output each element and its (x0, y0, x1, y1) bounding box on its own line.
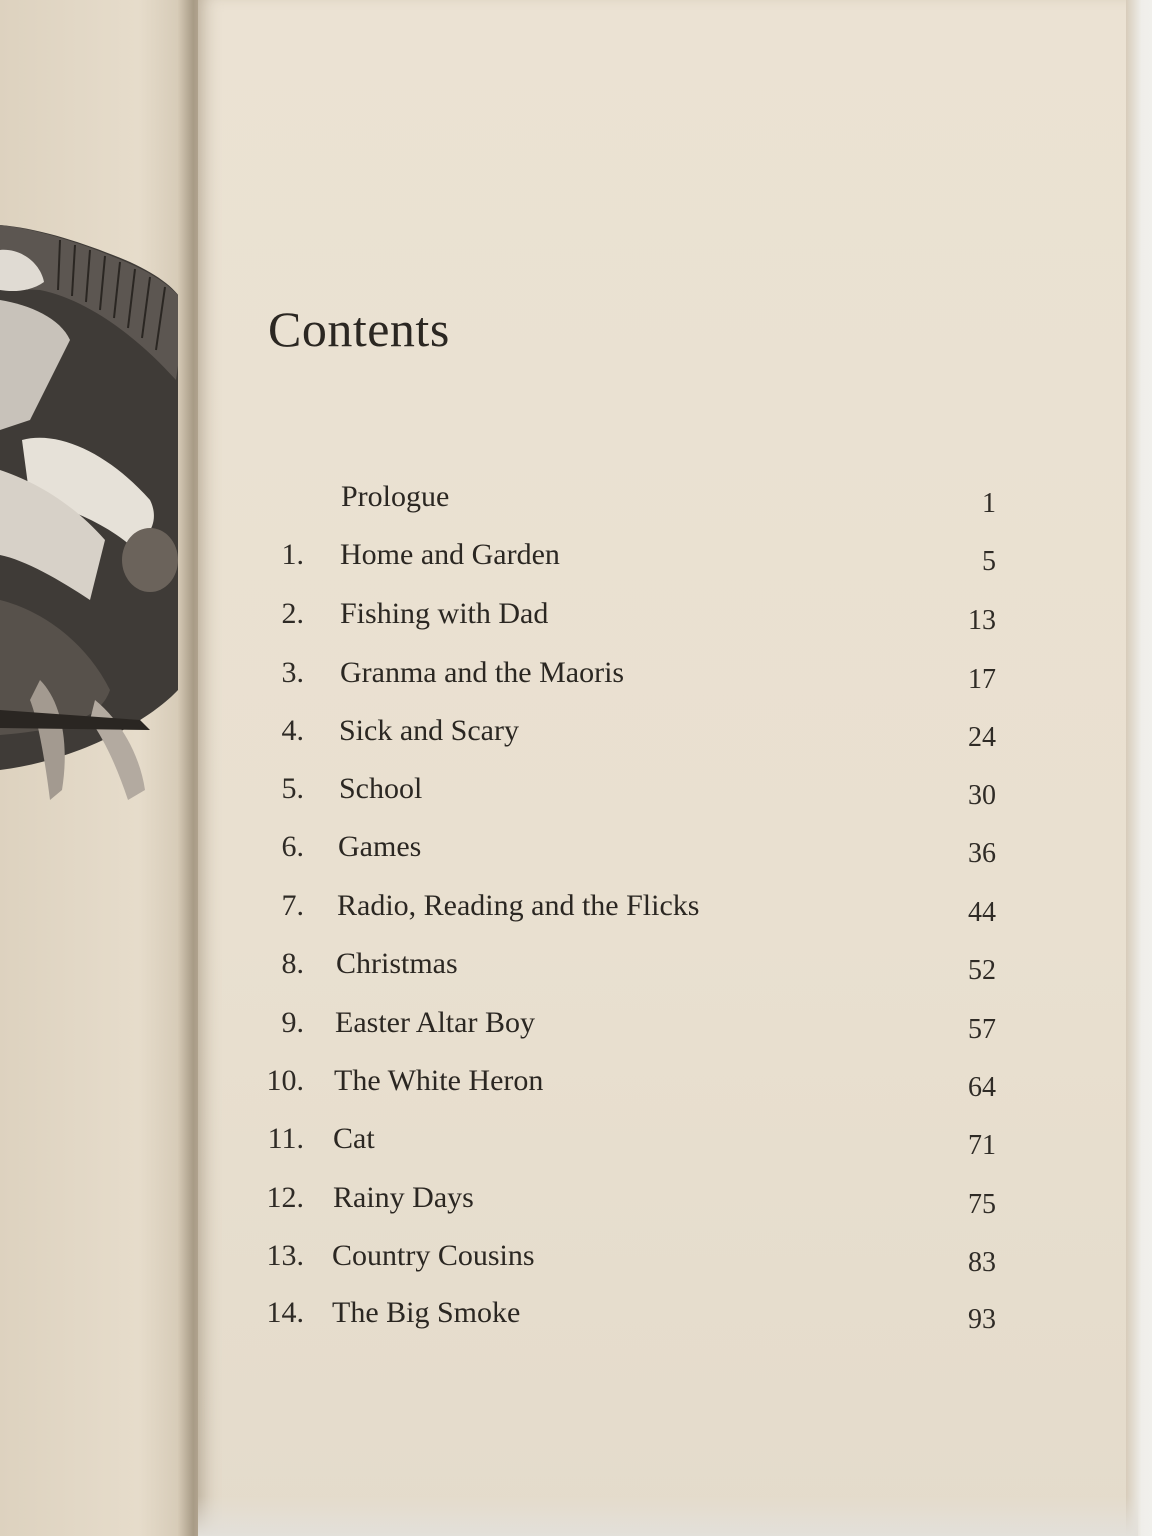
chapter-title: Prologue (341, 480, 450, 513)
toc-entry (0, 656, 1152, 706)
toc-entry (0, 947, 1152, 997)
toc-entry (0, 538, 1152, 588)
chapter-title: Home and Garden (340, 538, 560, 571)
chapter-number: 14. (266, 1296, 304, 1329)
page-number: 13 (968, 605, 996, 636)
page-number: 57 (968, 1014, 996, 1045)
page-number: 52 (968, 955, 996, 986)
toc-entry (0, 1239, 1152, 1289)
chapter-title: Radio, Reading and the Flicks (337, 889, 700, 922)
page-number: 36 (968, 838, 996, 869)
toc-entry (0, 772, 1152, 822)
chapter-title: Christmas (336, 947, 458, 980)
toc-entry (0, 1006, 1152, 1056)
chapter-number: 12. (266, 1181, 304, 1214)
chapter-number: 1. (281, 538, 304, 571)
page-number: 24 (968, 722, 996, 753)
page-number: 44 (968, 897, 996, 928)
page-number: 75 (968, 1189, 996, 1220)
chapter-number: 2. (281, 597, 304, 630)
toc-entry (0, 714, 1152, 764)
toc-entry (0, 480, 1152, 530)
toc-entry (0, 889, 1152, 939)
chapter-title: School (339, 772, 423, 805)
chapter-title: Sick and Scary (339, 714, 519, 747)
chapter-title: Fishing with Dad (340, 597, 549, 630)
toc-entry (0, 1296, 1152, 1346)
page-bottom-edge (198, 1496, 1138, 1536)
chapter-title: The White Heron (334, 1064, 544, 1097)
chapter-number: 9. (281, 1006, 304, 1039)
chapter-number: 5. (281, 772, 304, 805)
chapter-number: 7. (281, 889, 304, 922)
chapter-number: 13. (266, 1239, 304, 1272)
toc-entry (0, 1064, 1152, 1114)
chapter-number: 11. (267, 1122, 304, 1155)
chapter-number: 8. (281, 947, 304, 980)
chapter-number: 10. (266, 1064, 304, 1097)
page-number: 93 (968, 1304, 996, 1335)
chapter-title: Country Cousins (332, 1239, 535, 1272)
page-title: Contents (268, 301, 450, 357)
chapter-title: Granma and the Maoris (340, 656, 625, 689)
chapter-title: Rainy Days (333, 1181, 474, 1214)
toc-entry (0, 597, 1152, 647)
page-number: 64 (968, 1072, 996, 1103)
toc-entry (0, 830, 1152, 880)
toc-entry (0, 1181, 1152, 1231)
page-number: 30 (968, 780, 996, 811)
page-number: 71 (968, 1130, 996, 1161)
page-number: 17 (968, 664, 996, 695)
chapter-title: Cat (333, 1122, 375, 1155)
page-number: 83 (968, 1247, 996, 1278)
chapter-number: 6. (281, 830, 304, 863)
page-number: 1 (982, 488, 996, 519)
chapter-title: The Big Smoke (332, 1296, 521, 1329)
page-number: 5 (982, 546, 996, 577)
chapter-title: Easter Altar Boy (335, 1006, 535, 1039)
chapter-number: 4. (281, 714, 304, 747)
toc-entry (0, 1122, 1152, 1172)
chapter-number: 3. (281, 656, 304, 689)
chapter-title: Games (338, 830, 422, 863)
